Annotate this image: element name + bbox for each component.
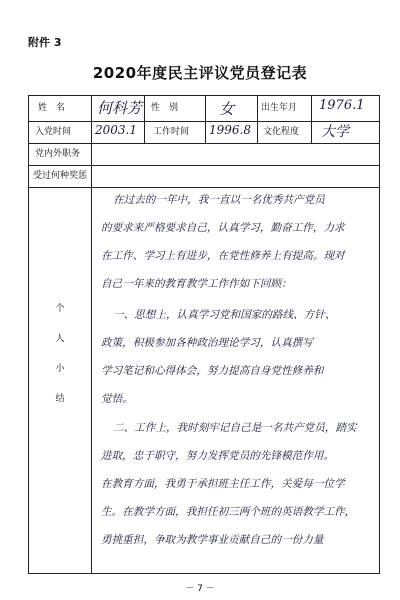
summary-label-char-4: 结: [55, 394, 65, 404]
award-label: 受过何种奖惩: [33, 171, 88, 181]
form-title: 2020年度民主评议党员登记表: [92, 64, 308, 82]
registration-form-table: [28, 95, 380, 574]
name-label: 姓 名: [38, 103, 66, 113]
education-label: 文化程度: [263, 127, 300, 137]
birth-value: 1976.1: [319, 98, 365, 113]
page-number: － 7 －: [185, 584, 215, 594]
summary-label-char-1: 个: [55, 304, 65, 314]
summary-line: 勇挑重担，争取为教学事业贡献自己的一份力量: [101, 534, 324, 546]
summary-line: 觉悟。: [101, 393, 133, 405]
summary-line: 进取，忠于职守，努力发挥党员的先锋模范作用。: [101, 450, 335, 462]
gender-label: 性 别: [151, 103, 179, 113]
row-divider-2: [29, 143, 379, 144]
summary-line: 生。在教学方面，我担任初三两个班的英语教学工作，: [101, 506, 356, 518]
row-divider-4: [29, 187, 379, 188]
summary-line: 的要求来严格要求自己，认真学习，勤奋工作，力求: [101, 222, 345, 234]
row-divider-3: [29, 165, 379, 166]
join-party-label: 入党时间: [35, 127, 72, 137]
gender-value: 女: [219, 100, 235, 118]
name-value: 何科芳: [97, 99, 143, 117]
col-divider-5: [311, 96, 312, 143]
summary-line: 学习笔记和心得体会，努力提高自身党性修养和: [101, 365, 324, 377]
party-position-label: 党内外职务: [35, 149, 81, 159]
col-divider-2: [144, 96, 145, 143]
summary-line: 在过去的一年中，我一直以一名优秀共产党员: [113, 194, 325, 206]
col-divider-3: [205, 96, 206, 143]
col-divider-4: [257, 96, 258, 143]
work-start-value: 1996.8: [209, 123, 251, 137]
summary-label-char-2: 人: [55, 334, 65, 344]
summary-line: 在工作、学习上有进步，在党性修养上有提高。现对: [101, 250, 345, 262]
summary-line: 政策，积极参加各种政治理论学习，认真撰写: [101, 337, 313, 349]
summary-line: 自己一年来的教育教学工作作如下回顾：: [101, 278, 292, 290]
join-party-value: 2003.1: [95, 123, 137, 137]
summary-label-char-3: 小: [55, 364, 65, 374]
work-start-label: 工作时间: [153, 127, 190, 137]
col-divider-label: [91, 96, 92, 573]
summary-line: 一、思想上，认真学习党和国家的路线、方针、: [113, 309, 336, 321]
summary-line: 在教育方面，我勇于承担班主任工作，关爱每一位学: [101, 478, 345, 490]
attachment-label: 附件 3: [28, 36, 62, 49]
education-value: 大学: [321, 124, 349, 140]
birth-label: 出生年月: [261, 103, 298, 113]
summary-line: 二、工作上，我时刻牢记自己是一名共产党员，踏实: [113, 422, 357, 434]
